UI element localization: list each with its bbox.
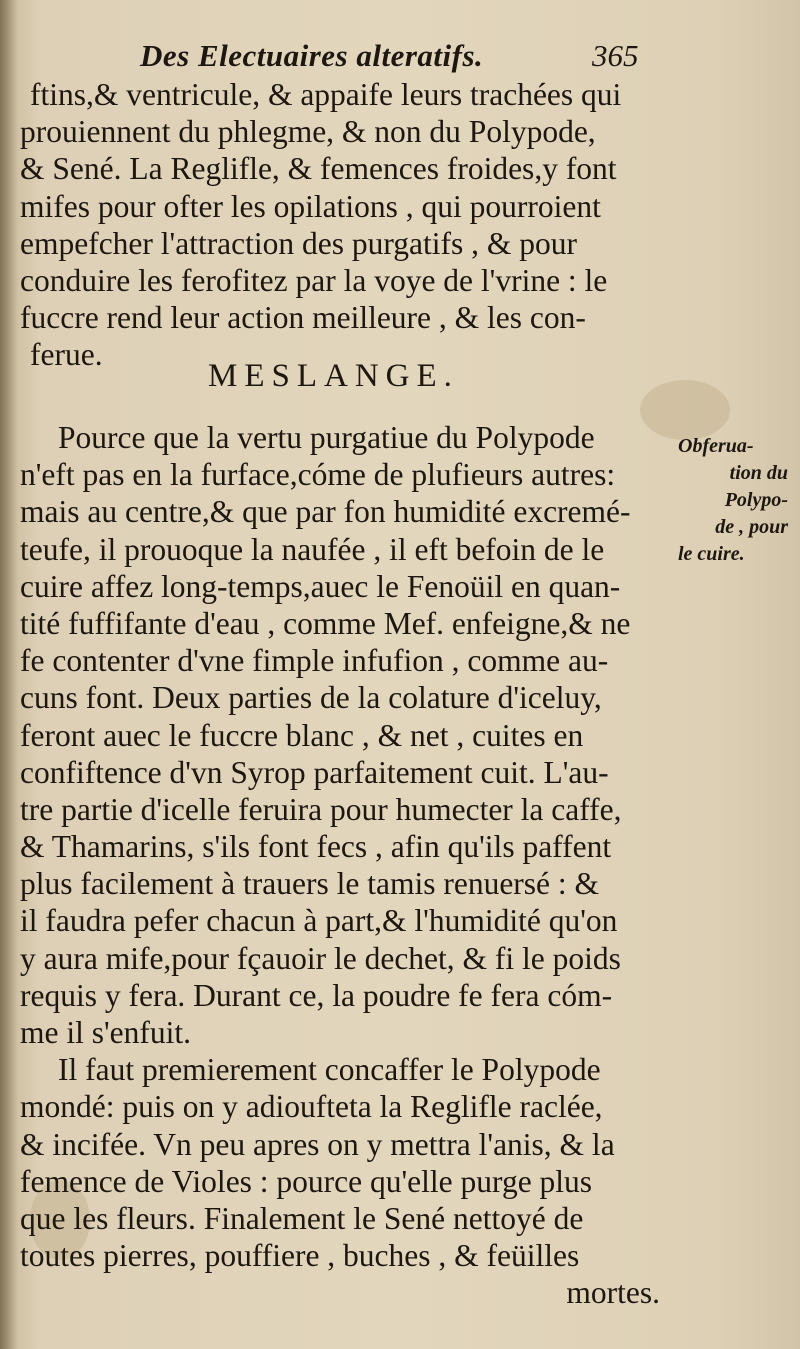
binding-gutter <box>0 0 18 1349</box>
text-line: empefcher l'attraction des purgatifs , & pour <box>20 225 578 261</box>
text-line: il faudra pefer chacun à part,& l'humidité qu'on <box>20 903 618 939</box>
paragraph-body <box>20 419 670 1312</box>
margin-note-line: de , pour <box>715 516 788 538</box>
margin-note-line: le cuire. <box>678 543 745 565</box>
text-line: requis y fera. Durant ce, la poudre fe fera cóm- <box>20 977 613 1013</box>
text-line: fuccre rend leur action meilleure , & les con- <box>20 300 586 336</box>
text-line: n'eft pas en la furface,cóme de plufieurs autres: <box>20 457 616 493</box>
text-line: prouiennent du phlegme, & non du Polypode, <box>20 114 596 150</box>
text-line: fe contenter d'vne fimple infufion , comme au- <box>20 643 609 679</box>
text-line: ftins,& ventricule, & appaife leurs trachées qui <box>30 77 622 112</box>
page-header <box>0 38 800 78</box>
text-line: Pource que la vertu purgatiue du Polypode <box>58 420 595 455</box>
text-line: conduire les ferofitez par la voye de l'vrine : le <box>20 262 608 298</box>
text-line: mais au centre,& que par fon humidité excremé- <box>20 494 631 530</box>
text-line: teufe, il prouoque la naufée , il eft befoin de le <box>20 531 605 567</box>
text-line: & Sené. La Reglifle, & femences froides,y font <box>20 151 617 187</box>
text-line: feront auec le fuccre blanc , & net , cuites en <box>20 717 584 753</box>
text-line: me il s'enfuit. <box>20 1015 192 1050</box>
text-line: y aura mife,pour fçauoir le dechet, & fi le poids <box>20 940 621 976</box>
text-line: plus facilement à trauers le tamis renuersé : & <box>20 866 600 902</box>
paragraph-continuation <box>20 76 670 374</box>
margin-note-line: Obferua- <box>678 435 754 457</box>
text-line: ferue. <box>30 337 103 373</box>
text-line: cuire affez long-temps,auec le Fenoüil en quan- <box>20 568 621 604</box>
text-line: que les fleurs. Finalement le Sené nettoyé de <box>20 1200 584 1236</box>
text-line: tre partie d'icelle feruira pour humecter la caffe, <box>20 791 622 827</box>
running-head: Des Electuaires alteratifs. <box>140 38 484 73</box>
section-heading: MESLANGE. <box>208 358 459 394</box>
text-line: confiftence d'vn Syrop parfaitement cuit. L'au- <box>20 754 609 790</box>
text-line: Il faut premierement concaffer le Polypode <box>58 1052 601 1088</box>
margin-note <box>678 433 796 568</box>
text-line: tité fuffifante d'eau , comme Mef. enfeigne,& ne <box>20 605 631 641</box>
text-line: toutes pierres, pouffiere , buches , & feüilles <box>20 1238 580 1274</box>
text-line: cuns font. Deux parties de la colature d'iceluy, <box>20 680 602 716</box>
text-line: femence de Violes : pource qu'elle purge plus <box>20 1163 593 1199</box>
catchword: mortes. <box>566 1275 660 1311</box>
text-line: & Thamarins, s'ils font fecs , afin qu'ils paffent <box>20 829 612 865</box>
margin-note-line: tion du <box>729 462 788 484</box>
text-line: & incifée. Vn peu apres on y mettra l'anis, & la <box>20 1126 615 1162</box>
text-line: mifes pour ofter les opilations , qui pourroient <box>20 188 601 224</box>
text-line: mondé: puis on y adioufteta la Reglifle raclée, <box>20 1089 603 1125</box>
margin-note-line: Polypo- <box>724 489 788 511</box>
page-number: 365 <box>592 38 639 73</box>
